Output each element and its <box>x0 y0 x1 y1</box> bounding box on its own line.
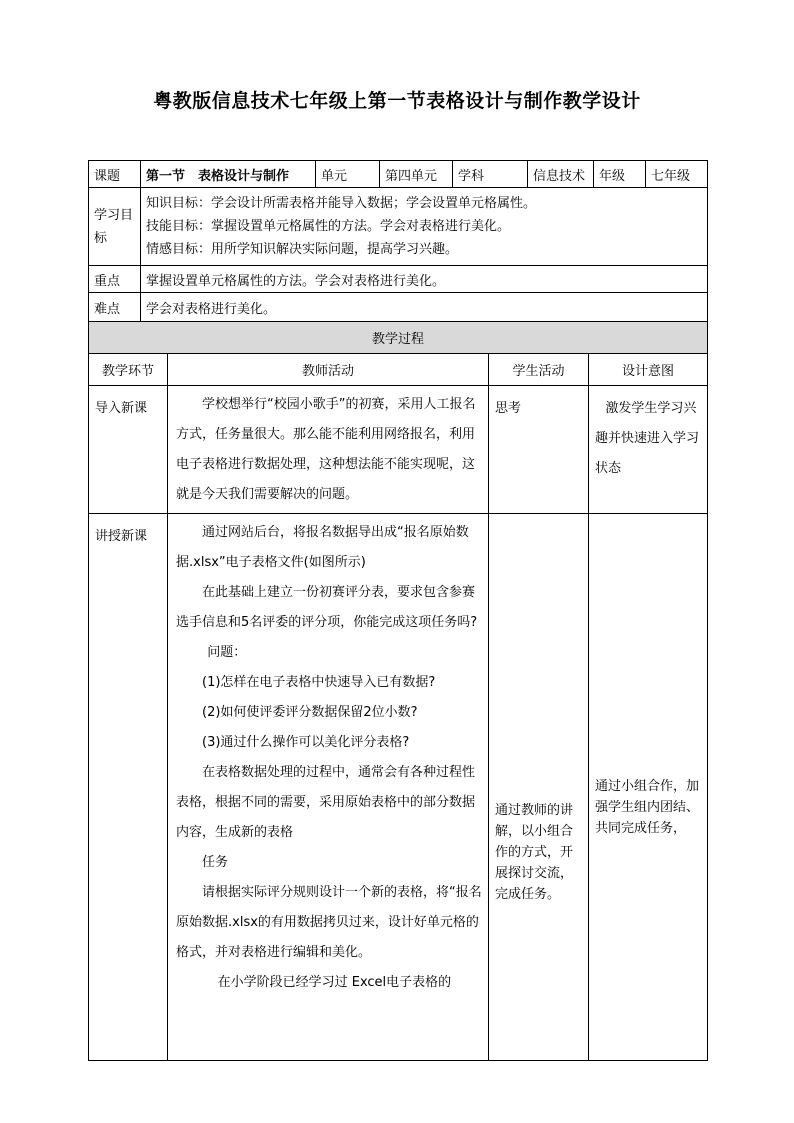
lecture-paragraph-5: 在小学阶段已经学习过 Excel电子表格的 <box>217 975 452 990</box>
subject-value: 信息技术 <box>528 161 594 188</box>
subject-label: 学科 <box>453 161 528 188</box>
unit-value: 第四单元 <box>380 161 453 188</box>
question-title: 问题： <box>207 645 247 660</box>
header-teacher: 教师活动 <box>168 354 489 386</box>
objectives-label: 学习目标 <box>89 188 141 266</box>
page-title: 粤教版信息技术七年级上第一节表格设计与制作教学设计 <box>153 90 641 112</box>
objective-emotion: 情感目标：用所学知识解决实际问题，提高学习兴趣。 <box>146 242 459 257</box>
unit-label: 单元 <box>316 161 380 188</box>
difficulty-value: 学会对表格进行美化。 <box>141 293 708 322</box>
header-stage: 教学环节 <box>89 354 168 386</box>
lecture-paragraph-4: 请根据实际评分规则设计一个新的表格，将“报名原始数据.xlsx的有用数据拷贝过来，设计好单元格的格式，并对表格进行编辑和美化。 <box>176 885 482 960</box>
teacher-lecture-cell <box>168 514 489 1061</box>
objectives-cell <box>141 188 708 266</box>
grade-label: 年级 <box>594 161 646 188</box>
objective-knowledge: 知识目标：学会设计所需表格并能导入数据；学会设置单元格属性。 <box>146 196 537 211</box>
teacher-intro-text: 学校想举行“校园小歌手”的初赛，采用人工报名方式，任务量很大。那么能不能利用网络报名，利用电子表格进行数据处理，这种想法能不能实现呢，这就是今天我们需要解决的问题。 <box>176 397 476 502</box>
question-3: (3)通过什么操作可以美化评分表格? <box>202 735 410 750</box>
student-intro: 思考 <box>489 386 589 514</box>
key-label: 重点 <box>89 266 141 293</box>
task-title: 任务 <box>202 855 229 870</box>
lecture-paragraph-1: 通过网站后台，将报名数据导出成“报名原始数据.xlsx”电子表格文件(如图所示) <box>176 525 469 570</box>
section-title: 教学过程 <box>89 322 708 354</box>
objective-skill: 技能目标：掌握设置单元格属性的方法。学会对表格进行美化。 <box>146 219 511 234</box>
grade-value: 七年级 <box>646 161 708 188</box>
header-student: 学生活动 <box>489 354 589 386</box>
stage-intro: 导入新课 <box>89 386 168 514</box>
lecture-paragraph-2: 在此基础上建立一份初赛评分表，要求包含参赛选手信息和5名评委的评分项，你能完成这项任务吗? <box>176 585 478 630</box>
lesson-label: 课题 <box>89 161 141 188</box>
intent-intro: 激发学生学习兴趣并快速进入学习状态 <box>589 386 708 514</box>
stage-lecture: 讲授新课 <box>89 514 168 1061</box>
header-intent: 设计意图 <box>589 354 708 386</box>
question-2: (2)如何使评委评分数据保留2位小数? <box>202 705 418 720</box>
intent-lecture: 通过小组合作，加强学生组内团结、共同完成任务， <box>589 514 708 1061</box>
teacher-intro-cell <box>168 386 489 514</box>
question-1: (1)怎样在电子表格中快速导入已有数据? <box>202 675 436 690</box>
difficulty-label: 难点 <box>89 293 141 322</box>
student-lecture: 通过教师的讲解，以小组合作的方式，开展探讨交流，完成任务。 <box>489 514 589 1061</box>
lesson-value: 第一节 表格设计与制作 <box>141 161 316 188</box>
key-value: 掌握设置单元格属性的方法。学会对表格进行美化。 <box>141 266 708 293</box>
teaching-process-table <box>88 321 708 1061</box>
lesson-info-table <box>88 160 708 322</box>
lecture-paragraph-3: 在表格数据处理的过程中，通常会有各种过程性表格，根据不同的需要，采用原始表格中的部分数据内容，生成新的表格 <box>176 765 476 840</box>
